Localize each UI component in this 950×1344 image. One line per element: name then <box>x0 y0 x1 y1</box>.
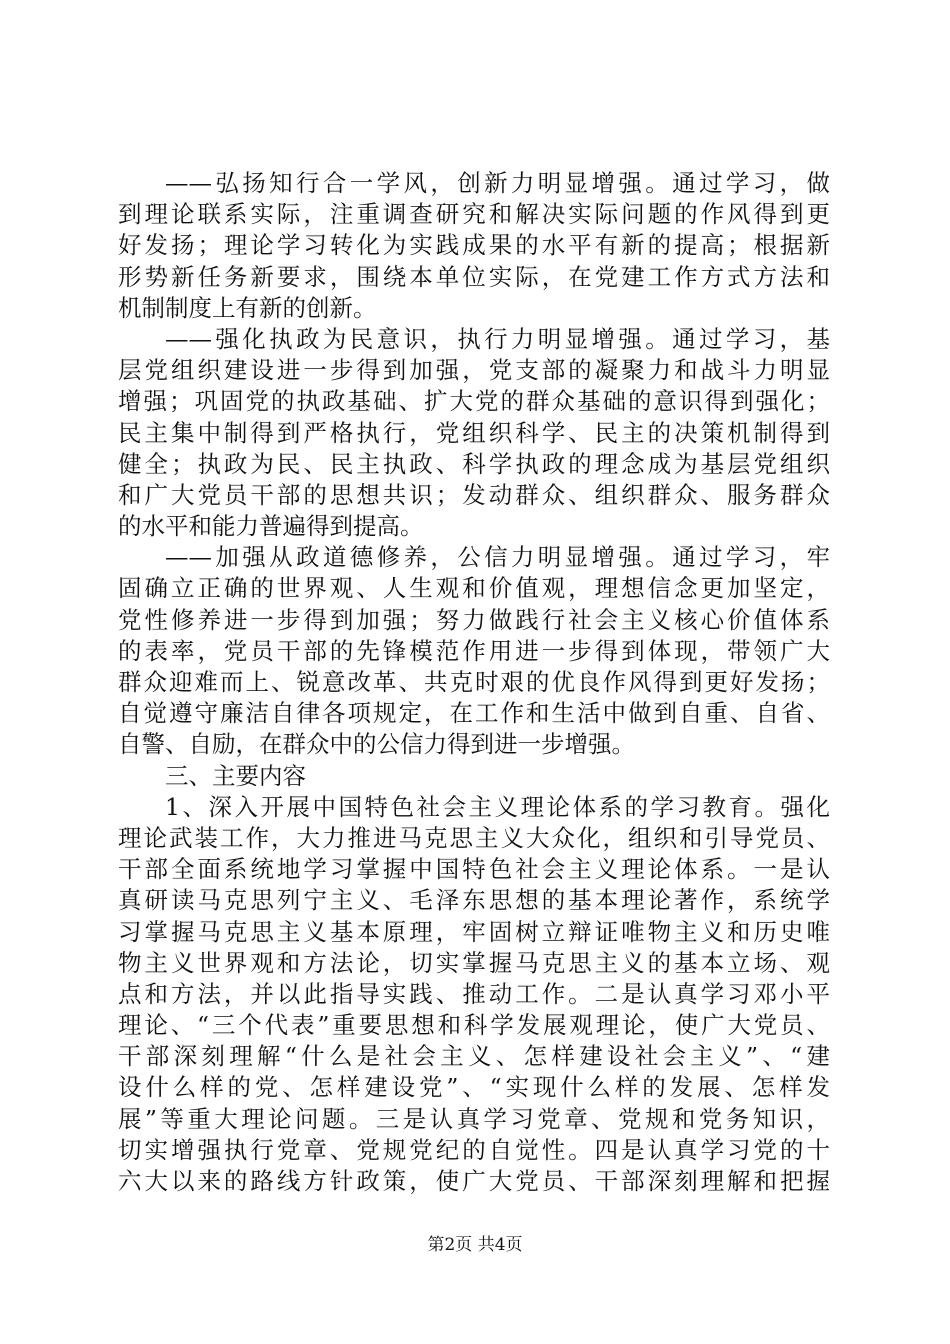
paragraph-line: 增强；巩固党的执政基础、扩大党的群众基础的意识得到强化； <box>118 387 830 416</box>
paragraph-line: 自警、自励，在群众中的公信力得到进一步增强。 <box>118 730 635 759</box>
paragraph-line: 形势新任务新要求，围绕本单位实际，在党建工作方式方法和 <box>118 262 830 291</box>
paragraph-line: 好发扬；理论学习转化为实践成果的水平有新的提高；根据新 <box>118 231 830 260</box>
paragraph-line: 设什么样的党、怎样建设党”、“实现什么样的发展、怎样发 <box>118 1073 830 1102</box>
paragraph-line: 六大以来的路线方针政策，使广大党员、干部深刻理解和把握 <box>118 1167 830 1195</box>
paragraph-line: ——加强从政道德修养，公信力明显增强。通过学习，牢 <box>165 543 830 572</box>
page-number-footer: 第2页 共4页 <box>427 1235 523 1255</box>
paragraph-line: 切实增强执行党章、党规党纪的自觉性。四是认真学习党的十 <box>118 1135 830 1164</box>
paragraph-line: 展”等重大理论问题。三是认真学习党章、党规和党务知识， <box>118 1104 830 1133</box>
paragraph-line: ——弘扬知行合一学风，创新力明显增强。通过学习，做 <box>165 169 830 197</box>
section-heading: 三、主要内容 <box>165 761 306 790</box>
paragraph-line: 自觉遵守廉洁自律各项规定，在工作和生活中做到自重、自省、 <box>118 699 830 728</box>
paragraph-line: 层党组织建设进一步得到加强，党支部的凝聚力和战斗力明显 <box>118 356 830 385</box>
paragraph-line: 习掌握马克思主义基本原理，牢固树立辩证唯物主义和历史唯 <box>118 917 830 946</box>
paragraph-line: 理论武装工作，大力推进马克思主义大众化，组织和引导党员、 <box>118 823 830 852</box>
paragraph-line: 机制制度上有新的创新。 <box>118 293 377 322</box>
paragraph-line: 民主集中制得到严格执行，党组织科学、民主的决策机制得到 <box>118 418 830 447</box>
paragraph-line: 物主义世界观和方法论，切实掌握马克思主义的基本立场、观 <box>118 948 830 977</box>
paragraph-line: 健全；执政为民、民主执政、科学执政的理念成为基层党组织 <box>118 449 830 478</box>
paragraph-line: 干部深刻理解“什么是社会主义、怎样建设社会主义”、“建 <box>118 1042 830 1071</box>
paragraph-line: 点和方法，并以此指导实践、推动工作。二是认真学习邓小平 <box>118 979 830 1008</box>
paragraph-line: 固确立正确的世界观、人生观和价值观，理想信念更加坚定， <box>118 574 830 603</box>
paragraph-line: 到理论联系实际，注重调查研究和解决实际问题的作风得到更 <box>118 200 830 229</box>
paragraph-line: 党性修养进一步得到加强；努力做践行社会主义核心价值体系 <box>118 605 830 634</box>
paragraph-line: 理论、“三个代表”重要思想和科学发展观理论，使广大党员、 <box>118 1011 830 1040</box>
paragraph-line: 的表率，党员干部的先锋模范作用进一步得到体现，带领广大 <box>118 636 830 665</box>
document-body <box>118 168 830 1197</box>
paragraph-line: 的水平和能力普遍得到提高。 <box>118 512 424 541</box>
paragraph-line: 1、深入开展中国特色社会主义理论体系的学习教育。强化 <box>165 792 830 821</box>
paragraph-line: ——强化执政为民意识，执行力明显增强。通过学习，基 <box>165 324 830 353</box>
paragraph-line: 干部全面系统地学习掌握中国特色社会主义理论体系。一是认 <box>118 855 830 884</box>
paragraph-line: 和广大党员干部的思想共识；发动群众、组织群众、服务群众 <box>118 480 830 509</box>
paragraph-line: 群众迎难而上、锐意改革、共克时艰的优良作风得到更好发扬； <box>118 668 830 696</box>
paragraph-line: 真研读马克思列宁主义、毛泽东思想的基本理论著作，系统学 <box>118 886 830 915</box>
